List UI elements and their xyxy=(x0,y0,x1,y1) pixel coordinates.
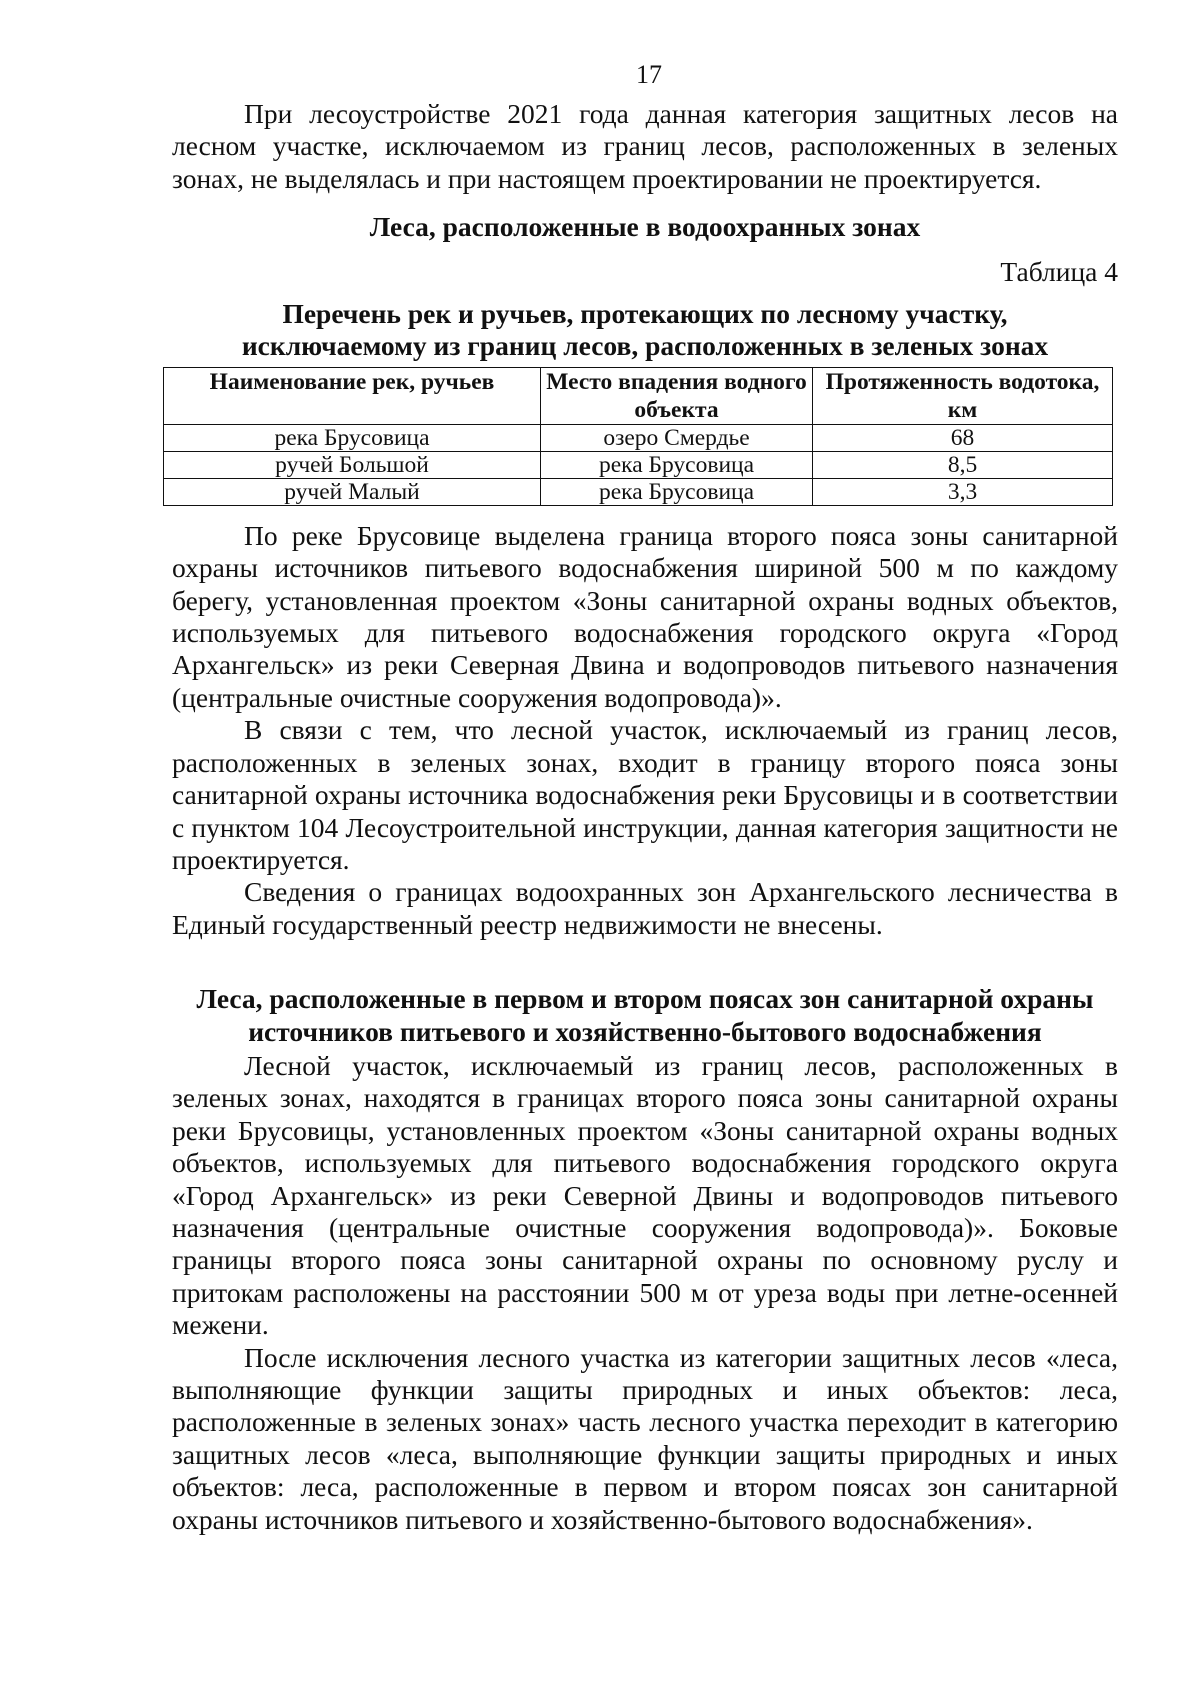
section-heading-sanitary-zones xyxy=(172,983,1118,1048)
table-label: Таблица 4 xyxy=(1000,255,1118,287)
table-title-line: Перечень рек и ручьев, протекающих по лесному участку, xyxy=(282,298,1008,330)
body-paragraph: Сведения о границах водоохранных зон Архангельского лесничества в Единый государственный реестр недвижимости не внесены. xyxy=(172,876,1118,940)
section-heading-water-protection: Леса, расположенные в водоохранных зонах xyxy=(369,211,921,243)
table-cell: озеро Смердье xyxy=(540,424,812,451)
table-cell: ручей Малый xyxy=(164,478,541,505)
table-cell: ручей Большой xyxy=(164,451,541,478)
table-cell: 8,5 xyxy=(813,451,1113,478)
column-header-length: Протяженность водотока, км xyxy=(813,367,1113,424)
intro-paragraph: При лесоустройстве 2021 года данная категория защитных лесов на лесном участке, исключаемом из границ лесов, расположенных в зеленых зонах, не выделялась и при настоящем проектировании не проектируется. xyxy=(172,98,1118,194)
rivers-table xyxy=(163,367,1113,506)
table-row xyxy=(164,424,1113,451)
column-header-name: Наименование рек, ручьев xyxy=(164,367,541,424)
table-cell: река Брусовица xyxy=(540,478,812,505)
heading-line: источников питьевого и хозяйственно-бытового водоснабжения xyxy=(248,1015,1042,1047)
table-row xyxy=(164,451,1113,478)
table-header-row xyxy=(164,367,1113,424)
table-cell: река Брусовица xyxy=(164,424,541,451)
column-header-mouth: Место впадения водного объекта xyxy=(540,367,812,424)
body-paragraph: После исключения лесного участка из категории защитных лесов «леса, выполняющие функции защиты природных и иных объектов: леса, расположенные в зеленых зонах» часть лесного участка переходит в категорию защитных лесов «леса, выполняющие функции защиты природных и иных объектов: леса, расположенные в первом и втором поясах зон санитарной охраны источников питьевого и хозяйственно-бытового водоснабжения». xyxy=(172,1341,1118,1535)
body-paragraph: По реке Брусовице выделена граница второго пояса зоны санитарной охраны источников питьевого водоснабжения шириной 500 м по каждому берегу, установленная проектом «Зоны санитарной охраны водных объектов, используемых для питьевого водоснабжения городского округа «Город Архангельск» из реки Северная Двина и водопроводов питьевого назначения (центральные очистные сооружения водопровода)». xyxy=(172,519,1118,713)
body-paragraph: Лесной участок, исключаемый из границ лесов, расположенных в зеленых зонах, находятся в границах второго пояса зоны санитарной охраны реки Брусовицы, установленных проектом «Зоны санитарной охраны водных объектов, используемых для питьевого водоснабжения городского округа «Город Архангельск» из реки Северной Двины и водопроводов питьевого назначения (центральные очистные сооружения водопровода)». Боковые границы второго пояса зоны санитарной охраны по основному руслу и притокам расположены на расстоянии 500 м от уреза воды при летне-осенней межени. xyxy=(172,1049,1118,1341)
body-paragraph: В связи с тем, что лесной участок, исключаемый из границ лесов, расположенных в зеленых зонах, входит в границу второго пояса зоны санитарной охраны источника водоснабжения реки Брусовицы и в соответствии с пунктом 104 Лесоустроительной инструкции, данная категория защитности не проектируется. xyxy=(172,714,1118,875)
table-cell: 68 xyxy=(813,424,1113,451)
table-cell: 3,3 xyxy=(813,478,1113,505)
page-number: 17 xyxy=(636,60,662,89)
table-cell: река Брусовица xyxy=(540,451,812,478)
table-row xyxy=(164,478,1113,505)
heading-line: Леса, расположенные в первом и втором поясах зон санитарной охраны xyxy=(196,983,1094,1015)
table-title-line: исключаемому из границ лесов, расположенных в зеленых зонах xyxy=(241,330,1049,362)
document-page xyxy=(172,60,1118,1536)
table-title xyxy=(172,298,1118,363)
